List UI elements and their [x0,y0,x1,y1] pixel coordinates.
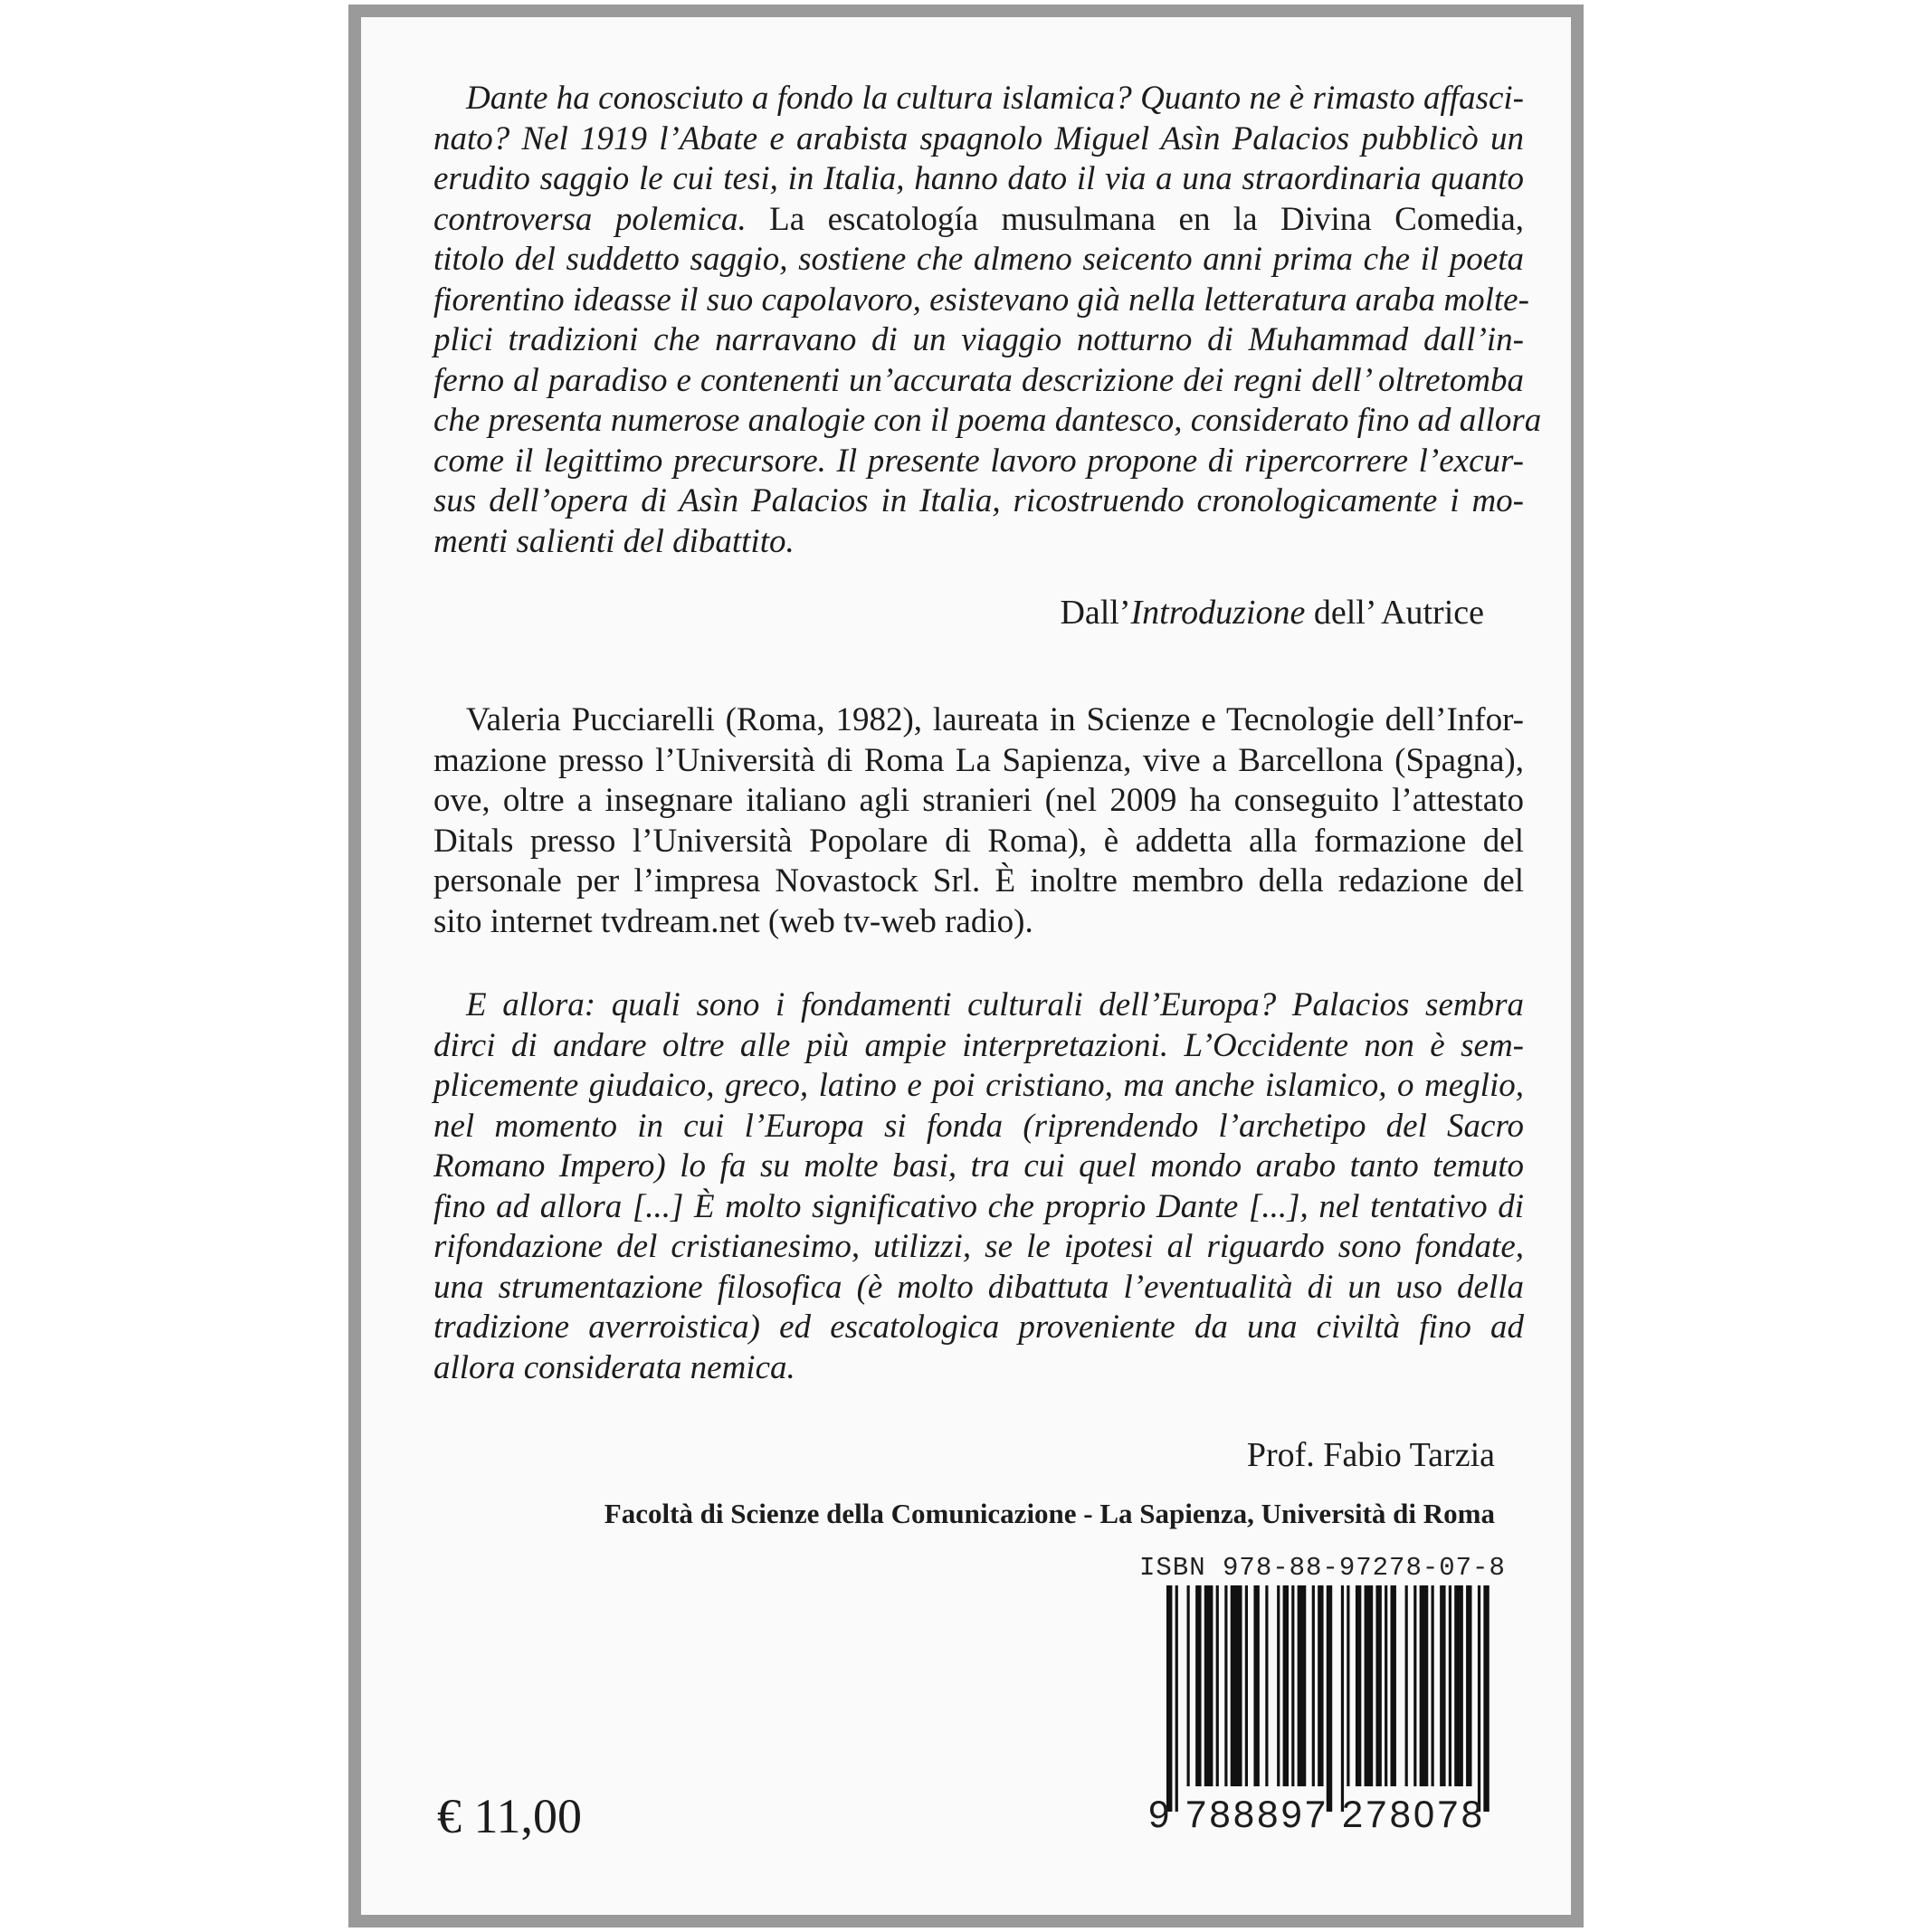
barcode-bar [1413,1585,1416,1786]
barcode-bar [1312,1585,1315,1786]
blurb-line: fiorentino ideasse il suo capolavoro, esistevano già nella letteratura araba molte- [433,281,1529,319]
quote-line: plicemente giudaico, greco, latino e poi cristiano, ma anche islamico, o meglio, [433,1067,1524,1104]
barcode-bar [1204,1585,1213,1786]
quote-paragraph [433,985,1524,1388]
blurb-line: controversa polemica. La escatología musulmana en la Divina Comedia, [433,200,1525,238]
barcode-bar [1454,1585,1463,1786]
quote-line: allora considerata nemica. [433,1348,795,1386]
barcode-bar [1356,1585,1361,1786]
barcode-bar [1195,1585,1201,1786]
quote-line: una strumentazione filosofica (è molto dibattuta l’eventualità di un uso della [433,1268,1524,1306]
barcode-bar [1420,1585,1429,1786]
blurb-line: menti salienti del dibattito. [433,522,795,560]
blurb-line: nato? Nel 1919 l’Abate e arabista spagnolo Miguel Asìn Palacios pubblicò un [433,119,1524,157]
barcode-digits: 9 788897 278078 [1148,1793,1485,1835]
bio-line: personale per l’impresa Novastock Srl. È inoltre membro della redazione del [433,862,1524,899]
barcode-bar [1432,1585,1434,1786]
bio-line: Ditals presso l’Università Popolare di Roma), è addetta alla formazione del [433,822,1524,860]
barcode-bar [1385,1585,1387,1786]
barcode-bar [1231,1585,1242,1786]
barcode-bar [1405,1585,1408,1786]
blurb-paragraph [433,79,1542,562]
blurb-line: come il legittimo precursore. Il presente lavoro propone di ripercorrere l’excur- [433,442,1524,480]
book-back-cover [348,5,1584,1927]
bio-line: sito internet tvdream.net (web tv-web radio). [433,902,1033,940]
barcode-bar [1478,1585,1480,1812]
bio-line: Valeria Pucciarelli (Roma, 1982), laureata in Scienze e Tecnologie dell’Infor- [466,701,1524,738]
barcode-bar [1365,1585,1374,1786]
bio-line: ove, oltre a insegnare italiano agli stranieri (nel 2009 ha conseguito l’attestato [433,782,1524,819]
blurb-line: sus dell’opera di Asìn Palacios in Italia, ricostruendo cronologicamente i mo- [433,482,1524,519]
affiliation-text: Facoltà di Scienze della Comunicazione - La Sapienza, Università di Roma [604,1498,1495,1529]
barcode-bar [1224,1585,1227,1786]
barcode-bar [1265,1585,1268,1786]
author-bio-paragraph [433,700,1524,942]
barcode-bar [1298,1585,1307,1786]
barcode-bar [1347,1585,1349,1786]
quote-line: Romano Impero) lo fa su molte basi, tra cui quel mondo arabo tanto temuto [433,1147,1524,1185]
quote-line: rifondazione del cristianesimo, utilizzi, se le ipotesi al riguardo sono fondate, [433,1228,1524,1265]
barcode-bar [1277,1585,1280,1786]
quote-line: nel momento in cui l’Europa si fonda (riprendendo l’archetipo del Sacro [433,1107,1524,1145]
barcode-bar [1291,1585,1294,1786]
barcode-bar [1483,1585,1489,1812]
barcode-bar [1341,1585,1344,1812]
blurb-line: plici tradizioni che narravano di un viaggio notturno di Muhammad dall’in- [433,321,1524,358]
barcode-bar [1245,1585,1248,1786]
barcode-bar [1440,1585,1445,1786]
blurb-line: che presenta numerose analogie con il poema dantesco, considerato fino ad allora [433,402,1542,439]
barcode-bar [1187,1585,1190,1786]
barcode-bar [1175,1585,1178,1812]
barcode-bar [1283,1585,1289,1786]
book-title-inline: La escatología musulmana en la Divina Comedia, [769,200,1525,238]
barcode-bar [1318,1585,1323,1786]
barcode-bar [1375,1585,1381,1786]
introduction-signature: Dall’Introduzione dell’ Autrice [1060,594,1484,632]
quote-signature: Prof. Fabio Tarzia [1246,1436,1495,1474]
blurb-line: Dante ha conosciuto a fondo la cultura islamica? Quanto ne è rimasto affasci- [466,80,1524,117]
barcode-bar [1166,1585,1172,1812]
blurb-line: titolo del suddetto saggio, sostiene che almeno seicento anni prima che il poeta [433,241,1524,278]
quote-line: E allora: quali sono i fondamenti culturali dell’Europa? Palacios sembra [466,986,1524,1023]
barcode-bar [1449,1585,1451,1786]
quote-line: dirci di andare oltre alle più ampie interpretazioni. L’Occidente non è sem- [433,1026,1524,1064]
barcode-bar [1466,1585,1471,1786]
barcode-bar [1327,1585,1332,1812]
blurb-line: erudito saggio le cui tesi, in Italia, hanno dato il via a una straordinaria quanto [433,160,1524,197]
blurb-line: ferno al paradiso e contenenti un’accurata descrizione dei regni dell’ oltretomba [433,361,1524,399]
quote-line: fino ad allora [...] È molto significativo che proprio Dante [...], nel tentativo di [433,1187,1524,1225]
bio-line: mazione presso l’Università di Roma La Sapienza, vive a Barcellona (Spagna), [433,741,1524,779]
barcode-bar [1253,1585,1259,1786]
price-label: € 11,00 [437,1789,582,1843]
barcode-image [1166,1585,1492,1812]
barcode-bar [1391,1585,1396,1786]
quote-line: tradizione averroistica) ed escatologica proveniente da una civiltà fino ad [433,1309,1524,1346]
isbn-text: ISBN 978-88-97278-07-8 [1139,1553,1506,1583]
barcode-bar [1216,1585,1219,1786]
